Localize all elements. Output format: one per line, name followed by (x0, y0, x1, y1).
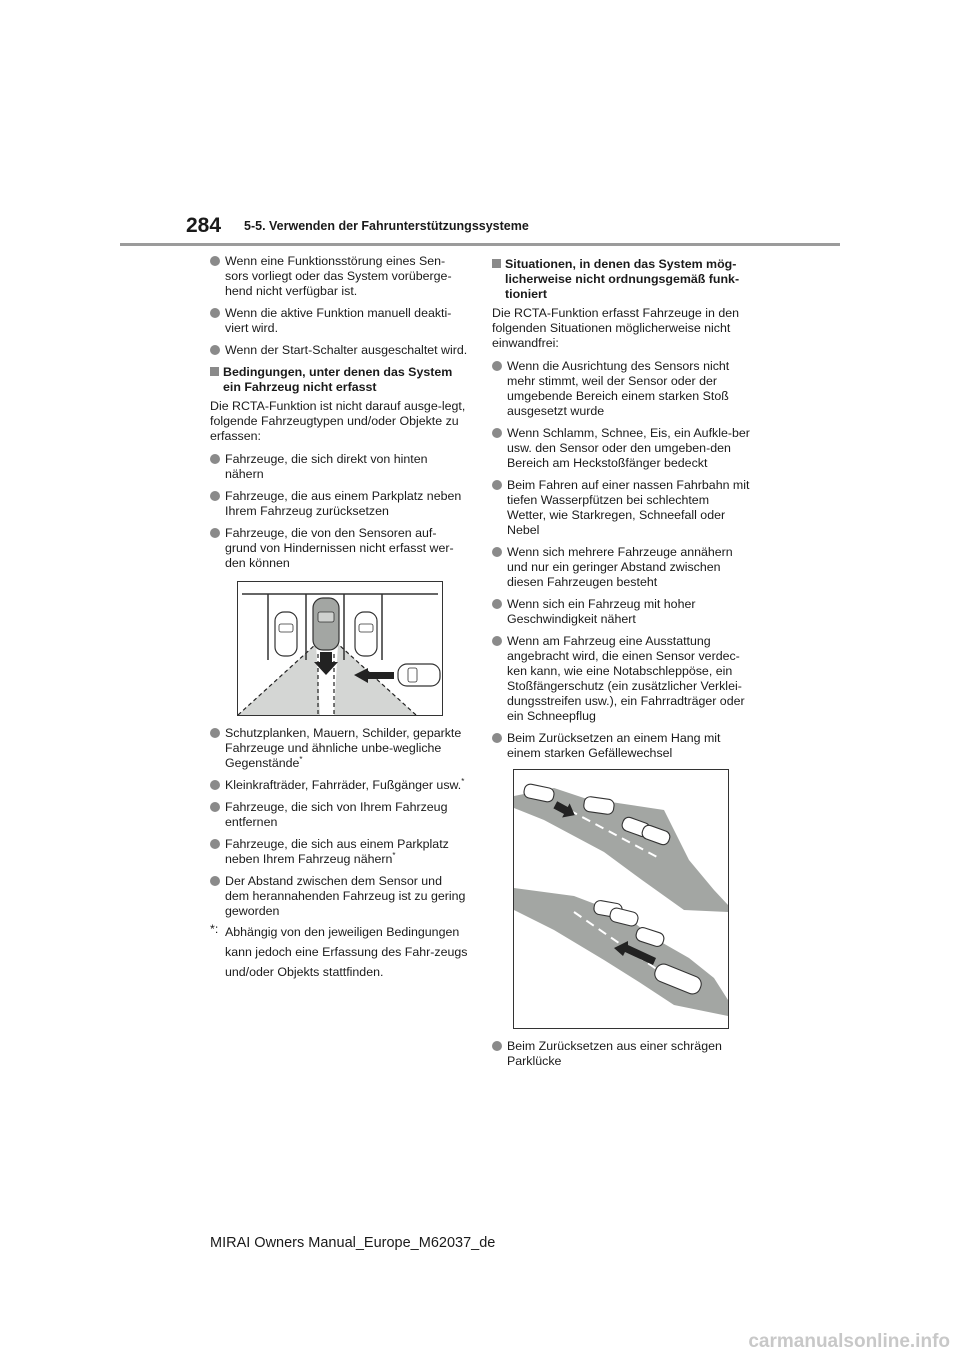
list-item: Der Abstand zwischen dem Sensor und dem herannahenden Fahrzeug ist zu gering geworden (210, 874, 468, 919)
bullet-icon (492, 547, 502, 557)
list-item: Wenn am Fahrzeug eine Ausstattung angebracht wird, die einen Sensor verdec-ken kann, wie eine Notabschleppöse, ein Stoßfängerschutz (ein zusätzlicher Verklei-dungsstreifen usw.), ein Fahrradträger oder ein Schneepflug (492, 634, 750, 724)
bullet-icon (210, 780, 220, 790)
list-item: Wenn die aktive Funktion manuell deakti-viert wird. (210, 306, 468, 336)
list-item: Wenn sich ein Fahrzeug mit hoher Geschwindigkeit nähert (492, 597, 750, 627)
page-number: 284 (186, 214, 222, 237)
bullet-icon (210, 528, 220, 538)
manual-footer: MIRAI Owners Manual_Europe_M62037_de (210, 1235, 496, 1251)
section-heading: Situationen, in denen das System mög-licherweise nicht ordnungsgemäß funk-tioniert (492, 257, 750, 302)
bullet-icon (492, 361, 502, 371)
page-header (0, 0, 960, 250)
bullet-icon (492, 428, 502, 438)
footnote: *: Abhängig von den jeweiligen Bedingungen kann jedoch eine Erfassung des Fahr-zeugs und/oder Objekts stattfinden. (210, 922, 468, 982)
header-divider (120, 243, 840, 246)
list-item: Fahrzeuge, die sich von Ihrem Fahrzeug entfernen (210, 800, 468, 830)
parking-lot-illustration (237, 581, 443, 716)
footnote-mark: *: (210, 922, 219, 936)
right-column (492, 254, 750, 1076)
bullet-icon (210, 839, 220, 849)
list-item: Wenn die Ausrichtung des Sensors nicht mehr stimmt, weil der Sensor oder der umgebende Bereich einem starken Stoß ausgesetzt wurde (492, 359, 750, 419)
list-item: Beim Zurücksetzen an einem Hang mit einem starken Gefällewechsel (492, 731, 750, 761)
slope-illustration (513, 769, 729, 1029)
bullet-icon (492, 636, 502, 646)
bullet-icon (492, 599, 502, 609)
list-item: Fahrzeuge, die aus einem Parkplatz neben Ihrem Fahrzeug zurücksetzen (210, 489, 468, 519)
bullet-icon (210, 256, 220, 266)
left-column (210, 254, 468, 982)
watermark: carmanualsonline.info (748, 1331, 950, 1352)
square-bullet-icon (492, 259, 501, 268)
section-title: 5-5. Verwenden der Fahrunterstützungssysteme (244, 219, 529, 233)
bullet-icon (492, 733, 502, 743)
list-item: Wenn der Start-Schalter ausgeschaltet wird. (210, 343, 468, 358)
bullet-icon (210, 728, 220, 738)
square-bullet-icon (210, 367, 219, 376)
list-item: Beim Fahren auf einer nassen Fahrbahn mit tiefen Wasserpfützen bei schlechtem Wetter, wie Starkregen, Schneefall oder Nebel (492, 478, 750, 538)
bullet-icon (210, 345, 220, 355)
bullet-icon (492, 480, 502, 490)
list-item: Wenn Schlamm, Schnee, Eis, ein Aufkle-ber usw. den Sensor oder den umgeben-den Bereich am Heckstoßfänger bedeckt (492, 426, 750, 471)
bullet-icon (210, 802, 220, 812)
list-item: Schutzplanken, Mauern, Schilder, geparkte Fahrzeuge und ähnliche unbe-wegliche Gegenstände* (210, 726, 468, 771)
list-item: Fahrzeuge, die sich aus einem Parkplatz neben Ihrem Fahrzeug nähern* (210, 837, 468, 867)
list-item: Wenn eine Funktionsstörung eines Sen-sors vorliegt oder das System vorüberge-hend nicht verfügbar ist. (210, 254, 468, 299)
slope-svg (514, 770, 728, 1028)
list-item: Fahrzeuge, die sich direkt von hinten nähern (210, 452, 468, 482)
bullet-icon (210, 308, 220, 318)
list-item: Kleinkrafträder, Fahrräder, Fußgänger usw.* (210, 778, 468, 793)
bullet-icon (210, 491, 220, 501)
paragraph: Die RCTA-Funktion erfasst Fahrzeuge in den folgenden Situationen möglicherweise nicht einwandfrei: (492, 306, 740, 350)
list-item: Fahrzeuge, die von den Sensoren auf-grund von Hindernissen nicht erfasst wer-den können (210, 526, 468, 571)
list-item: Wenn sich mehrere Fahrzeuge annähern und nur ein geringer Abstand zwischen diesen Fahrzeugen besteht (492, 545, 750, 590)
paragraph: Die RCTA-Funktion ist nicht darauf ausge-legt, folgende Fahrzeugtypen und/oder Objekte zu erfassen: (210, 399, 466, 443)
bullet-icon (210, 876, 220, 886)
bullet-icon (210, 454, 220, 464)
section-heading: Bedingungen, unter denen das System ein Fahrzeug nicht erfasst (210, 365, 468, 395)
parking-lot-svg (238, 582, 442, 715)
list-item: Beim Zurücksetzen aus einer schrägen Parklücke (492, 1039, 750, 1069)
bullet-icon (492, 1041, 502, 1051)
